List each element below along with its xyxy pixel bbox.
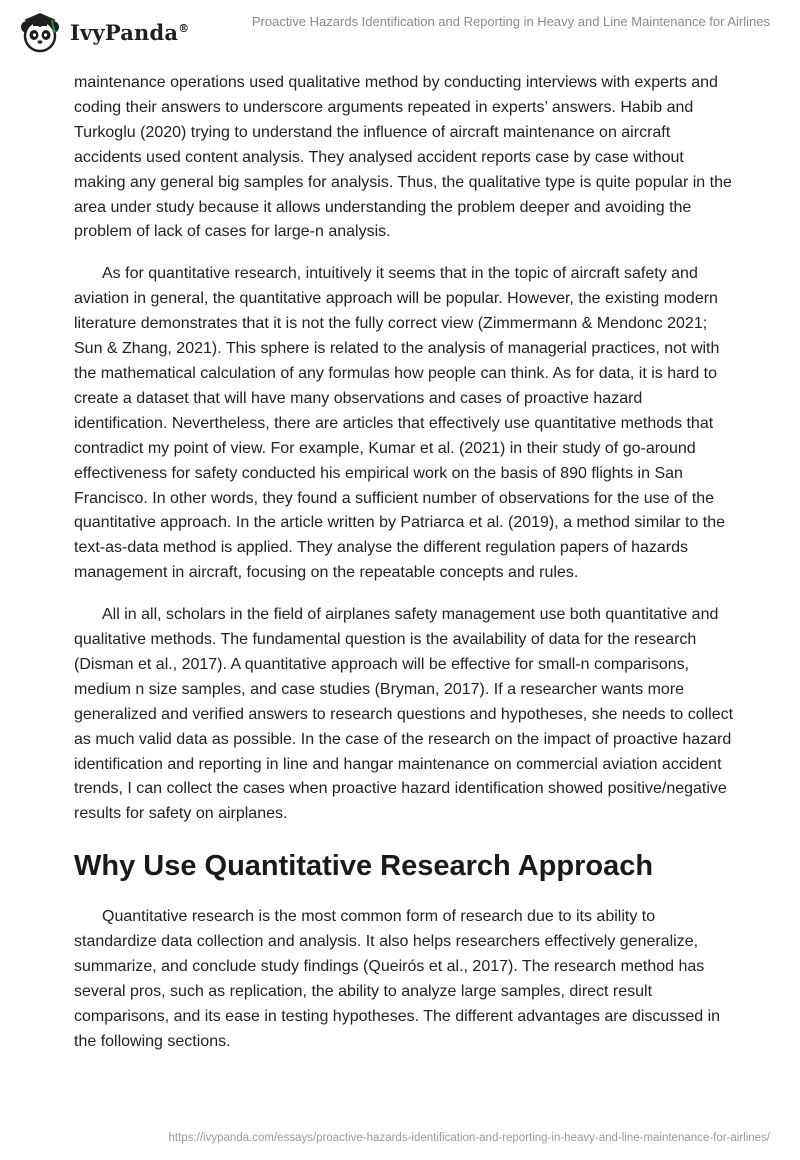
source-url[interactable]: https://ivypanda.com/essays/proactive-hazards-identification-and-reporting-in-heavy-and-line-maintenance-for-airlines/ xyxy=(168,1132,770,1144)
panda-graduate-icon xyxy=(16,8,64,56)
paragraph-3: All in all, scholars in the field of airplanes safety management use both quantitative and qualitative methods. The fundamental question is the availability of data for the research (Disman et al., 2017). A quantitative approach will be effective for small-n comparisons, medium n size samples, and case studies (Bryman, 2017). If a researcher wants more generalized and verified answers to research questions and hypotheses, she needs to collect as much valid data as possible. In the case of the research on the impact of proactive hazard identification and reporting in line and hangar maintenance on commercial aviation accident trends, I can collect the cases when proactive hazard identification showed positive/negative results for safety on airplanes. xyxy=(74,606,734,823)
essay-body xyxy=(74,71,734,1072)
page-header xyxy=(0,0,800,60)
paragraph-1: maintenance operations used qualitative method by conducting interviews with experts and coding their answers to underscore arguments repeated in experts’ answers. Habib and Turkoglu (2020) trying to understand the influence of aircraft maintenance on aircraft accidents used content analysis. They analysed accident reports case by case without making any general big samples for analysis. Thus, the qualitative type is quite popular in the area under study because it allows understanding the problem deeper and avoiding the problem of lack of cases for large-n analysis. xyxy=(74,74,732,241)
document-title: Proactive Hazards Identification and Reporting in Heavy and Line Maintenance for Airlines xyxy=(251,14,770,29)
paragraph-4: Quantitative research is the most common form of research due to its ability to standardize data collection and analysis. It also helps researchers effectively generalize, summarize, and conclude study findings (Queirós et al., 2017). The research method has several pros, such as replication, the ability to analyze large samples, direct result comparisons, and its ease in testing hypotheses. The different advantages are discussed in the following sections. xyxy=(74,908,721,1050)
section-heading: Why Use Quantitative Research Approach xyxy=(74,850,654,883)
brand-name: IvyPanda® xyxy=(70,19,190,45)
paragraph-2: As for quantitative research, intuitively it seems that in the topic of aircraft safety and aviation in general, the quantitative approach will be popular. However, the existing modern literature demonstrates that it is not the fully correct view (Zimmermann & Mendonc 2021; Sun & Zhang, 2021). This sphere is related to the analysis of managerial practices, not with the mathematical calculation of any formulas how people can think. As for data, it is hard to create a dataset that will have many observations and cases of proactive hazard identification. Nevertheless, there are articles that effectively use quantitative methods that contradict my point of view. For example, Kumar et al. (2021) in their study of go-around effectiveness for safety conducted his empirical work on the basis of 890 flights in San Francisco. In other words, they found a sufficient number of observations for the use of the quantitative approach. In the article written by Patriarca et al. (2019), a method similar to the text-as-data method is applied. They analyse the different regulation papers of hazards management in aircraft, focusing on the repeatable concepts and rules. xyxy=(74,265,725,582)
ivypanda-logo[interactable] xyxy=(16,8,189,56)
